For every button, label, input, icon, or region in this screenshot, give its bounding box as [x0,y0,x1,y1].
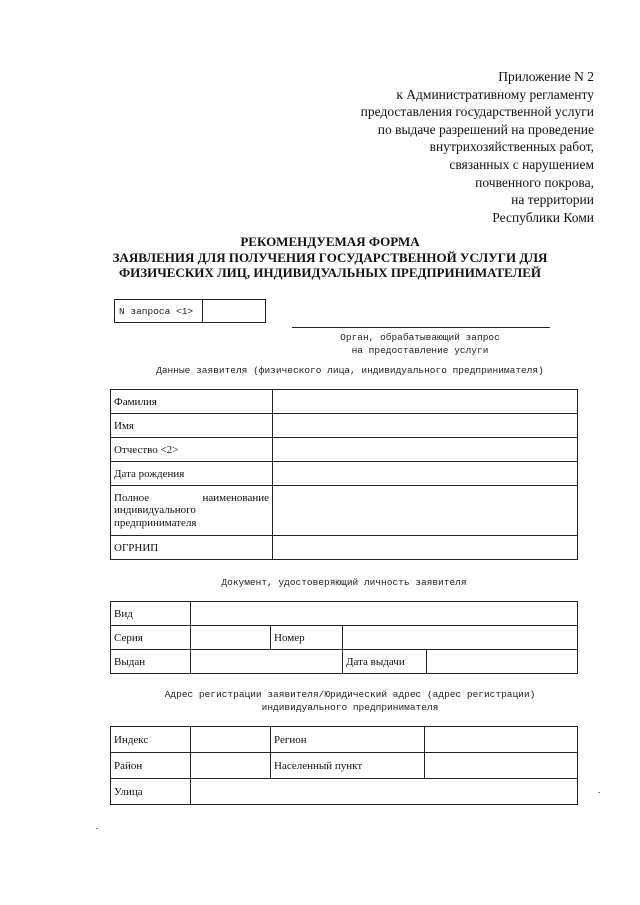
full-name-label-cell [111,486,273,536]
scan-speck [598,792,600,793]
full-name-label-word: наименование [202,491,269,504]
birthdate-field[interactable] [273,462,578,486]
doc-issued-label: Выдан [111,650,191,674]
organ-signature-line[interactable] [292,327,550,328]
document-table [110,601,578,674]
birthdate-label: Дата рождения [111,462,273,486]
ogrnip-field[interactable] [273,536,578,560]
street-field[interactable] [191,779,578,805]
doc-type-field[interactable] [191,602,578,626]
table-row [111,486,578,536]
table-row [111,602,578,626]
appendix-header [361,68,594,226]
address-caption [90,688,610,714]
index-field[interactable] [191,727,271,753]
organ-caption [290,331,550,357]
document-caption: Документ, удостоверяющий личность заявителя [221,577,467,588]
request-number-box [114,299,266,323]
settlement-label: Населенный пункт [271,753,425,779]
form-title-line-2: ЗАЯВЛЕНИЯ ДЛЯ ПОЛУЧЕНИЯ ГОСУДАРСТВЕННОЙ УСЛУГИ ДЛЯ [112,249,548,265]
doc-number-field[interactable] [343,626,578,650]
organ-caption-line-2: на предоставление услуги [351,345,489,356]
doc-type-label: Вид [111,602,191,626]
form-title-line-1: РЕКОМЕНДУЕМАЯ ФОРМА [240,234,420,249]
table-row [111,536,578,560]
region-label: Регион [271,727,425,753]
region-field[interactable] [425,727,578,753]
table-row [111,650,578,674]
address-caption-line-1: Адрес регистрации заявителя/Юридический адрес (адрес регистрации) [164,689,536,700]
district-label: Район [111,753,191,779]
form-title-line-3: ФИЗИЧЕСКИХ ЛИЦ, ИНДИВИДУАЛЬНЫХ ПРЕДПРИНИМАТЕЛЕЙ [118,265,542,280]
applicant-table [110,389,578,560]
appendix-line: Приложение N 2 [498,69,594,84]
organ-caption-line-1: Орган, обрабатывающий запрос [340,332,500,343]
name-field[interactable] [273,414,578,438]
appendix-line: предоставления государственной услуги [360,104,594,120]
appendix-line: по выдаче разрешений на проведение [377,121,594,137]
scan-speck [96,828,98,829]
request-number-field[interactable] [203,300,265,322]
full-name-label-word: Полное [114,491,150,504]
table-row [111,438,578,462]
name-label: Имя [111,414,273,438]
surname-label: Фамилия [111,390,273,414]
patronymic-label: Отчество <2> [111,438,273,462]
doc-number-label: Номер [271,626,343,650]
table-row [111,779,578,805]
doc-series-field[interactable] [191,626,271,650]
table-row [111,626,578,650]
full-name-label [114,492,269,530]
ogrnip-label: ОГРНИП [111,536,273,560]
table-row [111,390,578,414]
table-row [111,462,578,486]
appendix-line: почвенного покрова, [475,174,594,190]
district-field[interactable] [191,753,271,779]
address-caption-line-2: индивидуального предпринимателя [261,702,439,713]
appendix-line: на территории [511,192,594,208]
appendix-line: к Административному регламенту [396,86,594,102]
index-label: Индекс [111,727,191,753]
street-label: Улица [111,779,191,805]
doc-issued-field[interactable] [191,650,343,674]
appendix-line: связанных с нарушением [449,156,594,172]
surname-field[interactable] [273,390,578,414]
appendix-line: Республики Коми [492,209,594,225]
patronymic-field[interactable] [273,438,578,462]
table-row [111,414,578,438]
appendix-line: внутрихозяйственных работ, [429,139,594,155]
table-row [111,753,578,779]
request-number-label: N запроса <1> [115,300,203,322]
applicant-caption: Данные заявителя (физического лица, индивидуального предпринимателя) [156,365,544,376]
address-table [110,726,578,805]
form-title [0,234,640,281]
full-name-label-rest: индивидуального предпринимателя [114,504,197,529]
full-name-field[interactable] [273,486,578,536]
doc-issue-date-field[interactable] [427,650,578,674]
doc-series-label: Серия [111,626,191,650]
doc-issue-date-label: Дата выдачи [343,650,427,674]
settlement-field[interactable] [425,753,578,779]
table-row [111,727,578,753]
